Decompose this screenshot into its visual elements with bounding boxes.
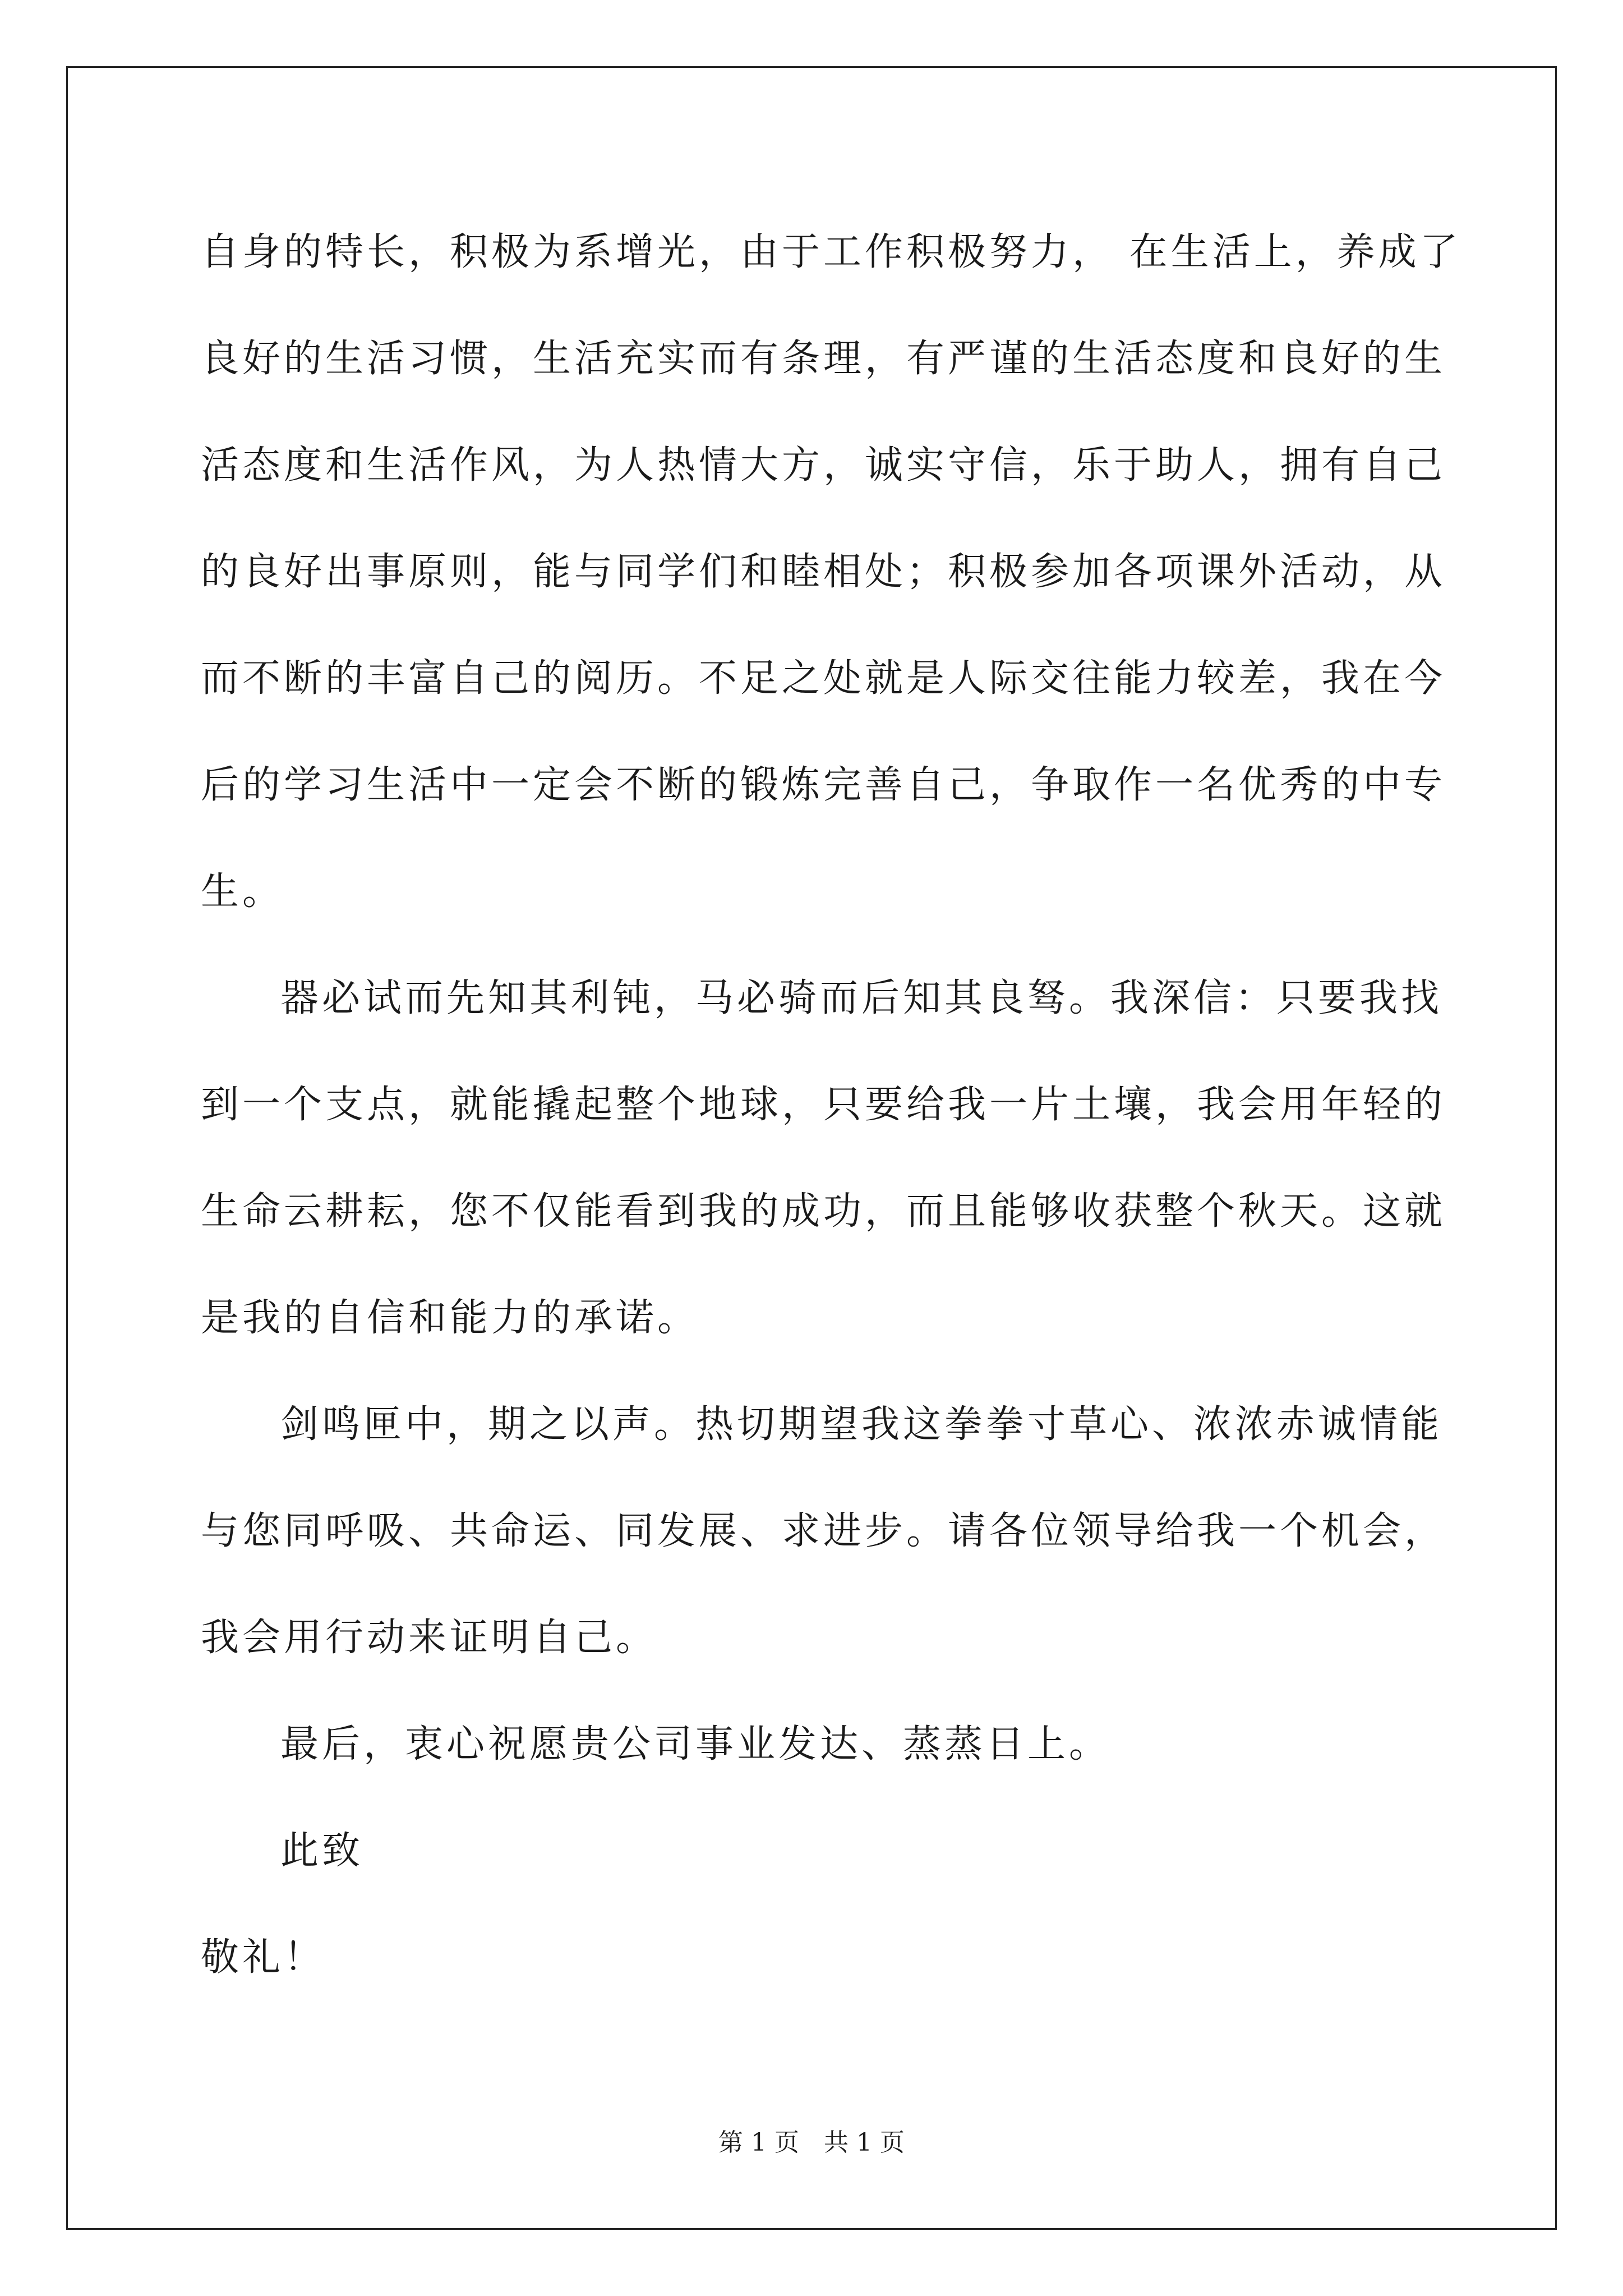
closing-regards: 敬礼！ — [201, 1935, 326, 1980]
text-line: 而不断的丰富自己的阅历。不足之处就是人际交往能力较差，我在今 — [201, 656, 1446, 701]
text-line: 生命云耕耘，您不仅能看到我的成功，而且能够收获整个秋天。这就 — [201, 1189, 1446, 1234]
letter-body — [201, 199, 1461, 2011]
text-line: 自身的特长，积极为系增光，由于工作积极努力， 在生活上，养成了 — [201, 230, 1461, 274]
text-line: 最后，衷心祝愿贵公司事业发达、蒸蒸日上。 — [280, 1722, 1111, 1766]
closing-salutation: 此致 — [280, 1829, 364, 1873]
text-line: 的良好出事原则，能与同学们和睦相处；积极参加各项课外活动，从 — [201, 550, 1446, 594]
text-line: 良好的生活习惯，生活充实而有条理，有严谨的生活态度和良好的生 — [201, 337, 1446, 381]
text-line: 与您同呼吸、共命运、同发展、求进步。请各位领导给我一个机会， — [201, 1509, 1446, 1553]
text-line: 是我的自信和能力的承诺。 — [201, 1296, 699, 1340]
text-line: 后的学习生活中一定会不断的锻炼完善自己，争取作一名优秀的中专 — [201, 763, 1446, 807]
text-line: 活态度和生活作风，为人热情大方，诚实守信，乐于助人，拥有自己 — [201, 443, 1446, 487]
text-line: 到一个支点，就能撬起整个地球，只要给我一片土壤，我会用年轻的 — [201, 1083, 1446, 1127]
text-line: 剑鸣匣中，期之以声。热切期望我这拳拳寸草心、浓浓赤诚情能 — [280, 1402, 1443, 1447]
text-line: 器必试而先知其利钝，马必骑而后知其良驽。我深信：只要我找 — [280, 976, 1443, 1020]
page-number-footer: 第 1 页 共 1 页 — [718, 2128, 905, 2157]
text-line: 我会用行动来证明自己。 — [201, 1616, 658, 1660]
text-line: 生。 — [201, 869, 284, 914]
